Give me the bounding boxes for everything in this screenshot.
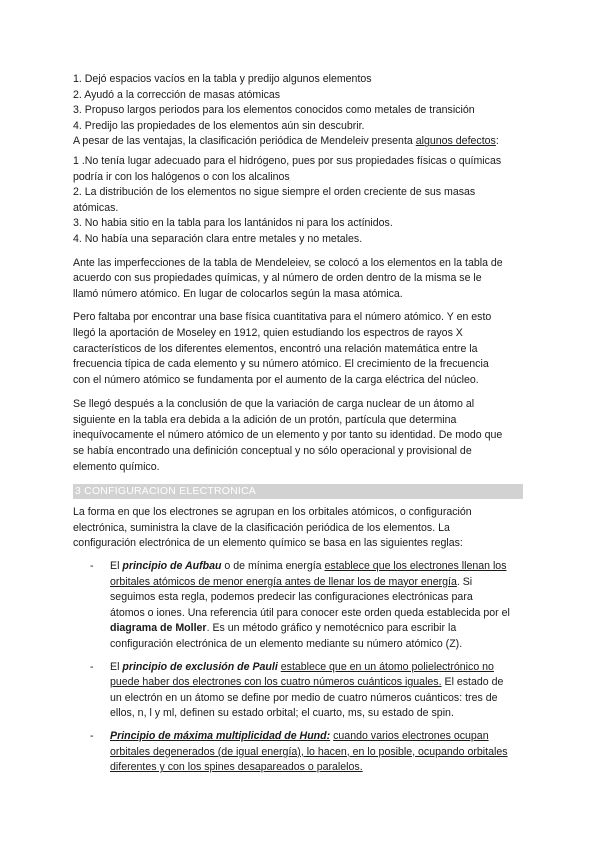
paragraph-line: llegó la aportación de Moseley en 1912, quien estudiando los espectros de rayos X (73, 326, 463, 339)
paragraph-line: acuerdo con sus propiedades químicas, y al número de orden dentro de la misma se le (73, 272, 482, 285)
text-span: El estado de (441, 676, 504, 689)
text-span: o de mínima energía (221, 560, 325, 573)
paragraph-line: frecuencia típica de cada elemento y su número atómico. El crecimiento de la frecuencia (73, 358, 489, 371)
defects-intro-text: A pesar de las ventajas, la clasificación periódica de Mendeleiv presenta (73, 135, 416, 148)
paragraph-line: con el número atómico se fundamenta por el aumento de la carga eléctrica del núcleo. (73, 373, 479, 386)
paragraph-line (110, 729, 523, 745)
underlined-text: orbitales degenerados (de igual energía), lo hacen, en lo posible, ocupando orbitales (110, 745, 508, 758)
rule-aufbau (73, 559, 523, 653)
list-item: 4. No había una separación clara entre metales y no metales. (73, 232, 363, 245)
paragraph-line (110, 575, 523, 591)
defects-intro-colon: : (495, 135, 499, 148)
moller-diagram-term: diagrama de Moller (110, 622, 207, 635)
paragraph-moseley (73, 310, 523, 388)
text-span: El (110, 660, 123, 673)
list-item: 4. Predijo las propiedades de los elementos aún sin descubrir. (73, 119, 365, 132)
list-item: 2. Ayudó a la corrección de masas atómicas (73, 88, 281, 101)
paragraph-line: siguiente en la tabla era debida a la adición de un protón, partícula que determina (73, 413, 457, 426)
paragraph-line: un electrón en un átomo se define por medio de cuatro números cuánticos: tres de (110, 691, 498, 704)
rule-hund (73, 729, 523, 776)
paragraph-line: se había encontrado una definición conceptual y no sólo operacional y provisional de (73, 445, 472, 458)
section-heading: 3 CONFIGURACION ELECTRONICA (73, 484, 523, 499)
paragraph-line: Pero faltaba por encontrar una base física cuantitativa para el número atómico. Y en esto (73, 311, 492, 324)
list-item: 3. No habia sitio en la tabla para los lantánidos ni para los actínidos. (73, 217, 393, 230)
paragraph-line (110, 660, 523, 676)
paragraph-line: inequívocamente el número atómico de un elemento y por tanto su identidad. De modo que (73, 429, 503, 442)
paragraph-line: Se llegó después a la conclusión de que la variación de carga nuclear de un átomo al (73, 398, 475, 411)
bullet-dash: - (90, 729, 94, 742)
list-item: 1. Dejó espacios vacíos en la tabla y predijo algunos elementos (73, 73, 372, 85)
paragraph-line: electrónica, suministra la clave de la clasificación periódica de los elementos. La (73, 521, 450, 534)
underlined-text: establece que los electrones llenan los (324, 560, 507, 573)
list-item: podría ir con los halógenos o con los alcalinos (73, 170, 290, 183)
paragraph-line: La forma en que los electrones se agrupan en los orbitales atómicos, o configuración (73, 506, 472, 519)
paragraph-line: Ante las imperfecciones de la tabla de Mendeleiev, se colocó a los elementos en la tabla de (73, 256, 503, 269)
list-item: 1 .No tenía lugar adecuado para el hidrógeno, pues por sus propiedades físicas o químicas (73, 154, 502, 167)
defects-list (73, 154, 523, 248)
list-item: atómicas. (73, 201, 119, 214)
advantages-list (73, 72, 523, 134)
text-span: El (110, 560, 123, 573)
paragraph-line: ellos, n, l y ml, definen su estado orbital; el cuarto, ms, su estado de spin. (110, 707, 454, 720)
rule-pauli (73, 660, 523, 722)
paragraph-line (110, 559, 523, 575)
defects-intro-underlined: algunos defectos (415, 135, 496, 148)
paragraph-imperfections (73, 256, 523, 303)
text-span: . Es un método gráfico y nemotécnico para escribir la (206, 622, 457, 635)
paragraph-conclusion (73, 397, 523, 475)
bullet-dash: - (90, 560, 94, 573)
paragraph-line (110, 745, 523, 761)
paragraph-line: configuración electrónica de un elemento químico se basa en las siguientes reglas: (73, 537, 463, 550)
paragraph-line (110, 621, 523, 637)
rule-name: principio de Aufbau (122, 560, 222, 573)
underlined-text: diferentes y con los spines desapareados o paralelos. (110, 761, 363, 774)
underlined-text: puede haber dos electrones con los cuatro números cuánticos iguales. (110, 676, 442, 689)
paragraph-line: configuración electrónica de un elemento mediante su número atómico (Z). (110, 638, 463, 650)
paragraph-configuration (73, 505, 523, 552)
paragraph-line (110, 675, 523, 691)
bullet-dash: - (90, 660, 94, 673)
paragraph-line (110, 760, 523, 776)
underlined-text: orbitales atómicos de menor energía antes de llenar los de mayor energía (110, 575, 457, 588)
paragraph-line: llamó número atómico. En lugar de colocarlos según la masa atómica. (73, 287, 403, 300)
underlined-text: establece que en un átomo polielectrónico no (280, 660, 494, 673)
paragraph-line: característicos de los diferentes elementos, encontró una relación matemática entre la (73, 342, 478, 355)
rule-name: Principio de máxima multiplicidad de Hund: (110, 729, 331, 742)
rule-name: principio de exclusión de Pauli (122, 660, 278, 673)
underlined-text: cuando varios electrones ocupan (333, 729, 489, 742)
list-item: 3. Propuso largos periodos para los elementos conocidos como metales de transición (73, 104, 475, 117)
document-body (73, 72, 523, 776)
paragraph-line: elemento químico. (73, 460, 160, 473)
list-item: 2. La distribución de los elementos no sigue siempre el orden creciente de sus masas (73, 186, 476, 199)
paragraph-line: seguimos esta regla, podemos predecir las configuraciones electrónicas para (110, 591, 473, 604)
defects-intro (73, 134, 523, 150)
text-span: . Si (456, 575, 473, 588)
paragraph-line: átomos o iones. Una referencia útil para conocer este orden queda establecida por el (110, 606, 510, 619)
